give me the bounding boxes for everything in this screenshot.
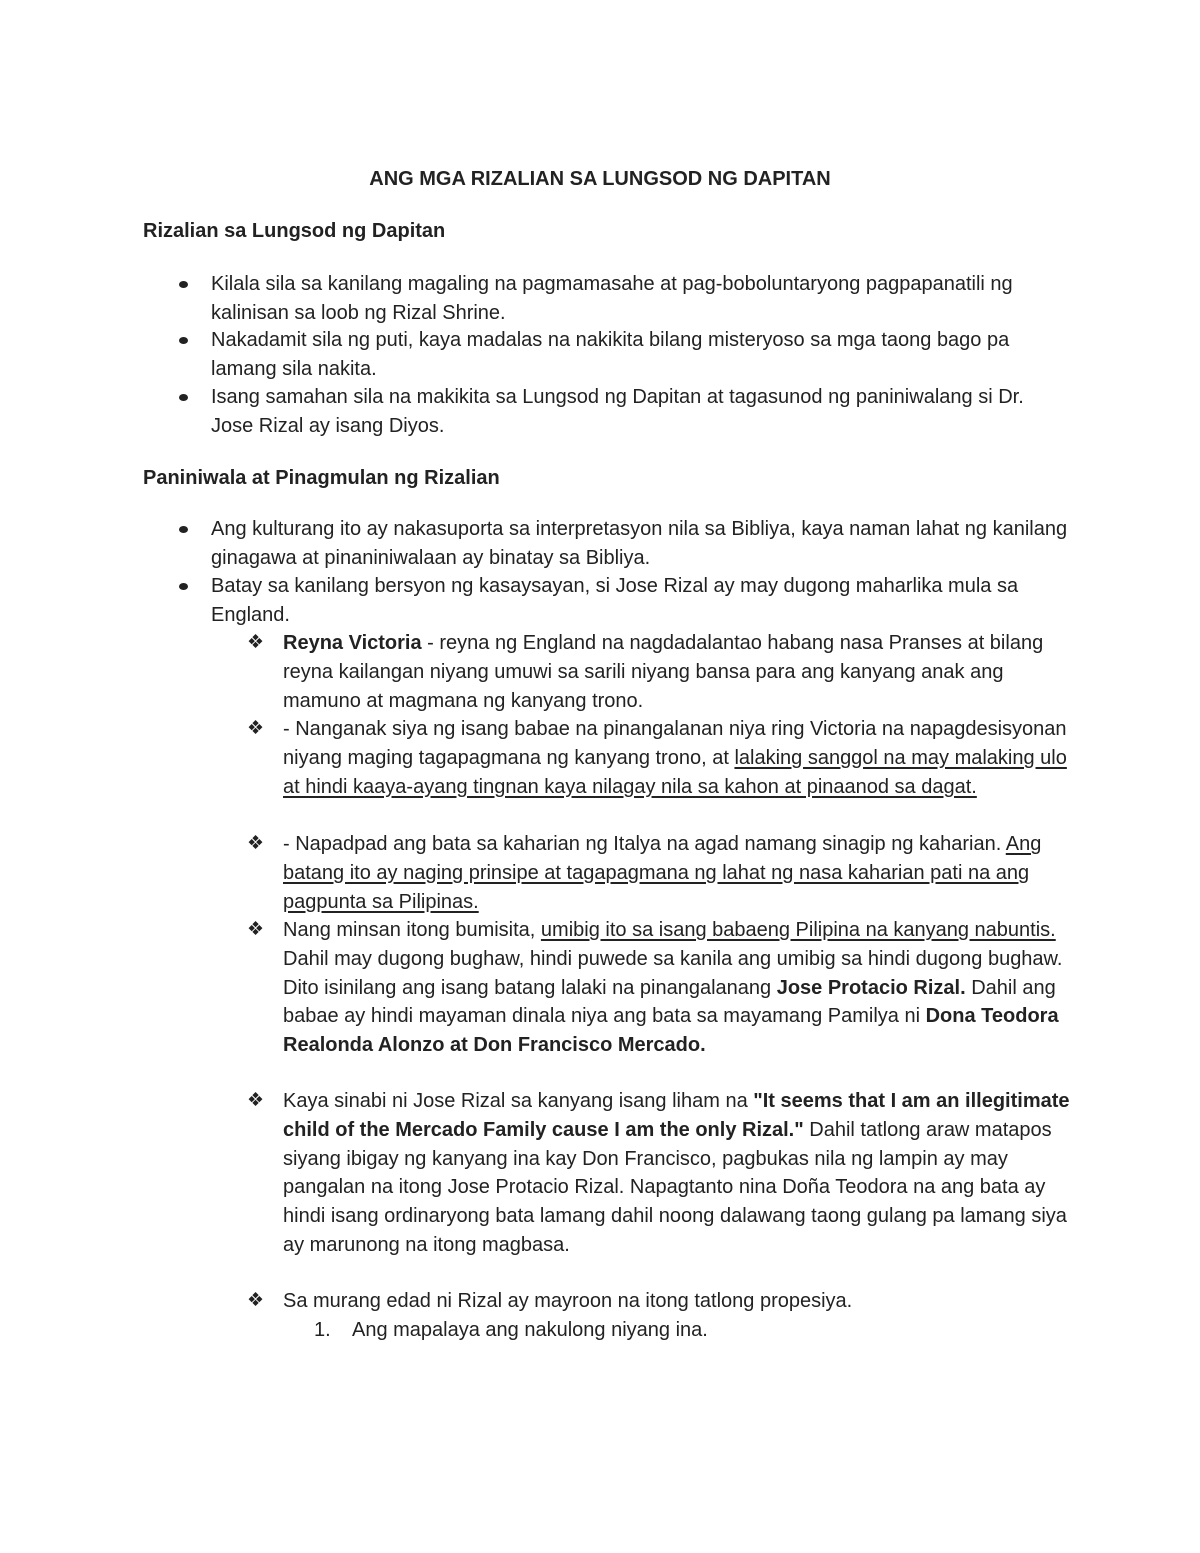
section-heading-rizalian: Rizalian sa Lungsod ng Dapitan bbox=[143, 220, 446, 242]
sub-list-item bbox=[283, 715, 1073, 801]
list-number: 1. bbox=[314, 1319, 331, 1341]
diamond-bullet-icon: ❖ bbox=[247, 1090, 265, 1111]
text: Dahil tatlong araw matapos siyang ibigay ng kanyang ina kay Don Francisco, pagbukas nila ng lampin ay may pangalan na itong Jose Protacio Rizal. Napagtanto nina Doña Teodora na ang bata ay hindi isang ordinaryong bata lamang dahil noong dalawang taong gulang pa lamang siya ay marunong na itong magbasa. bbox=[283, 1118, 1067, 1256]
underlined-text: umibig ito sa isang babaeng Pilipina na kanyang nabuntis. bbox=[540, 919, 1056, 941]
bold-text: "It seems that I am an illegitimate child of the Mercado Family cause I am the only Rizal." bbox=[283, 1090, 1070, 1141]
diamond-bullet-icon: ❖ bbox=[247, 718, 265, 739]
diamond-bullet-icon: ❖ bbox=[247, 1290, 265, 1311]
bullet-icon bbox=[179, 337, 188, 344]
sub-list-item bbox=[283, 916, 1073, 1060]
underlined-text: lalaking sanggol na may malaking ulo at hindi kaaya-ayang tingnan kaya nilagay nila sa kahon at pinaanod sa dagat. bbox=[283, 746, 1067, 798]
diamond-bullet-icon: ❖ bbox=[247, 632, 265, 653]
bold-text: Dona Teodora Realonda Alonzo at Don Francisco Mercado. bbox=[283, 1005, 1059, 1057]
bullet-icon bbox=[179, 526, 188, 533]
text: Kaya sinabi ni Jose Rizal sa kanyang isang liham na bbox=[283, 1090, 754, 1112]
list-item: Nakadamit sila ng puti, kaya madalas na nakikita bilang misteryoso sa mga taong bago pa lamang sila nakita. bbox=[211, 329, 1010, 380]
list-item: Kilala sila sa kanilang magaling na pagmamasahe at pag-boboluntaryong pagpapanatili ng kalinisan sa loob ng Rizal Shrine. bbox=[211, 273, 1013, 324]
sub-list-item bbox=[283, 629, 1073, 715]
section-heading-paniniwala: Paniniwala at Pinagmulan ng Rizalian bbox=[143, 467, 500, 489]
text: - reyna ng England na nagdadalantao habang nasa Pranses at bilang reyna kailangan niyang umuwi sa sarili niyang bansa para ang kanyang anak ang mamuno at magmana ng kanyang trono. bbox=[283, 632, 1044, 712]
text: - Nanganak siya ng isang babae na pinangalanan niya ring Victoria na napagdesisyonan niyang maging tagapagmana ng kanyang trono, at bbox=[283, 718, 1067, 769]
bullet-icon bbox=[179, 583, 188, 590]
sub-list-item bbox=[283, 830, 1073, 916]
numbered-list-item: Ang mapalaya ang nakulong niyang ina. bbox=[352, 1319, 708, 1341]
sub-list-item: Sa murang edad ni Rizal ay mayroon na itong tatlong propesiya. bbox=[283, 1290, 853, 1312]
bold-text: Reyna Victoria bbox=[283, 632, 422, 654]
text: - Napadpad ang bata sa kaharian ng Italya na agad namang sinagip ng kaharian. bbox=[283, 833, 1006, 855]
bullet-icon bbox=[179, 394, 188, 401]
diamond-bullet-icon: ❖ bbox=[247, 833, 265, 854]
text: Nang minsan itong bumisita, bbox=[283, 919, 541, 941]
diamond-bullet-icon: ❖ bbox=[247, 919, 265, 940]
bullet-icon bbox=[179, 281, 188, 288]
list-item: Ang kulturang ito ay nakasuporta sa interpretasyon nila sa Bibliya, kaya naman lahat ng kanilang ginagawa at pinaniniwalaan ay binatay sa Bibliya. bbox=[211, 518, 1068, 569]
list-item: Isang samahan sila na makikita sa Lungsod ng Dapitan at tagasunod ng paniniwalang si Dr. Jose Rizal ay isang Diyos. bbox=[211, 386, 1024, 437]
document-title: ANG MGA RIZALIAN SA LUNGSOD NG DAPITAN bbox=[369, 168, 831, 190]
sub-list-item bbox=[283, 1087, 1073, 1260]
text: Dahil ang babae ay hindi mayaman dinala niya ang bata sa mayamang Pamilya ni bbox=[283, 976, 1056, 1028]
bold-text: Jose Protacio Rizal. bbox=[776, 976, 966, 999]
text: Dahil may dugong bughaw, hindi puwede sa kanila ang umibig sa hindi dugong bughaw. Dito isinilang ang isang batang lalaki na pinangalanang bbox=[283, 947, 1063, 999]
list-item: Batay sa kanilang bersyon ng kasaysayan, si Jose Rizal ay may dugong maharlika mula sa England. bbox=[211, 575, 1019, 626]
underlined-text: Ang batang ito ay naging prinsipe at tagapagmana ng lahat ng nasa kaharian pati na ang pagpunta sa Pilipinas. bbox=[283, 833, 1042, 913]
